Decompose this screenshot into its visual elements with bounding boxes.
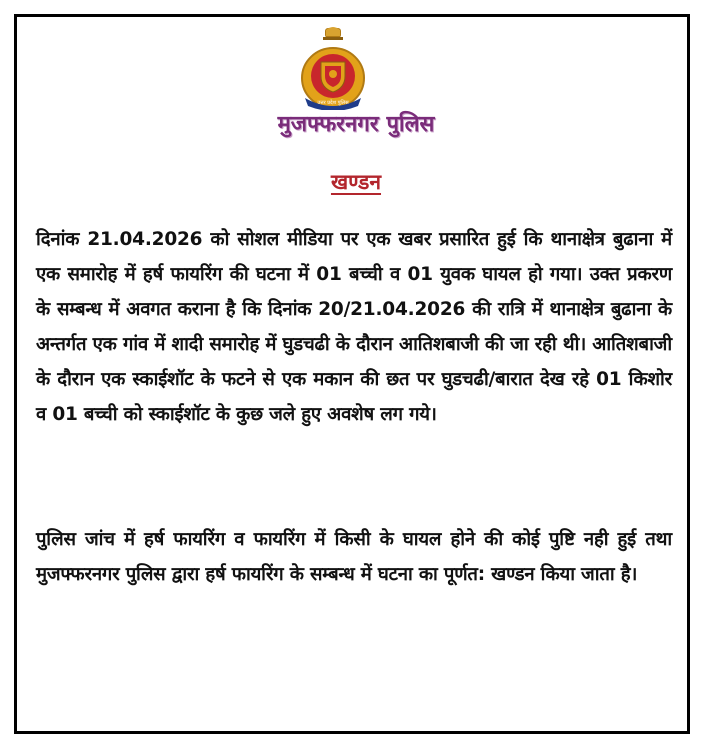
paragraph-denial: पुलिस जांच में हर्ष फायरिंग व फायरिंग में किसी के घायल होने की कोई पुष्टि नही हुई तथा मुजफ्फरनगर पुलिस द्वारा हर्ष फायरिंग के सम्बन्ध में घटना का पूर्णत: खण्डन किया जाता है। [36, 529, 672, 585]
paragraph-incident: दिनांक 21.04.2026 को सोशल मीडिया पर एक खबर प्रसारित हुई कि थानाक्षेत्र बुढाना में एक समारोह में हर्ष फायरिंग की घटना में 01 बच्ची व 01 युवक घायल हो गया। उक्त प्रकरण के सम्बन्ध में अवगत कराना है कि दिनांक 20/21.04.2026 की रात्रि में थानाक्षेत्र बुढाना के अन्तर्गत एक गांव में शादी समारोह में घुडचढी के दौरान आतिशबाजी की जा रही थी। आतिशबाजी के दौरान एक स्काईशॉट के फटने से एक मकान की छत पर घुडचढी/बारात देख रहे 01 किशोर व 01 बच्ची को स्काईशॉट के कुछ जले हुए अवशेष लग गये। [36, 229, 672, 425]
up-police-emblem-icon [299, 26, 367, 110]
org-name: मुजफ्फरनगर पुलिस [277, 112, 435, 137]
emblem-text: उत्तर प्रदेश पुलिस [317, 100, 349, 106]
document-heading: खण्डन [330, 170, 382, 194]
